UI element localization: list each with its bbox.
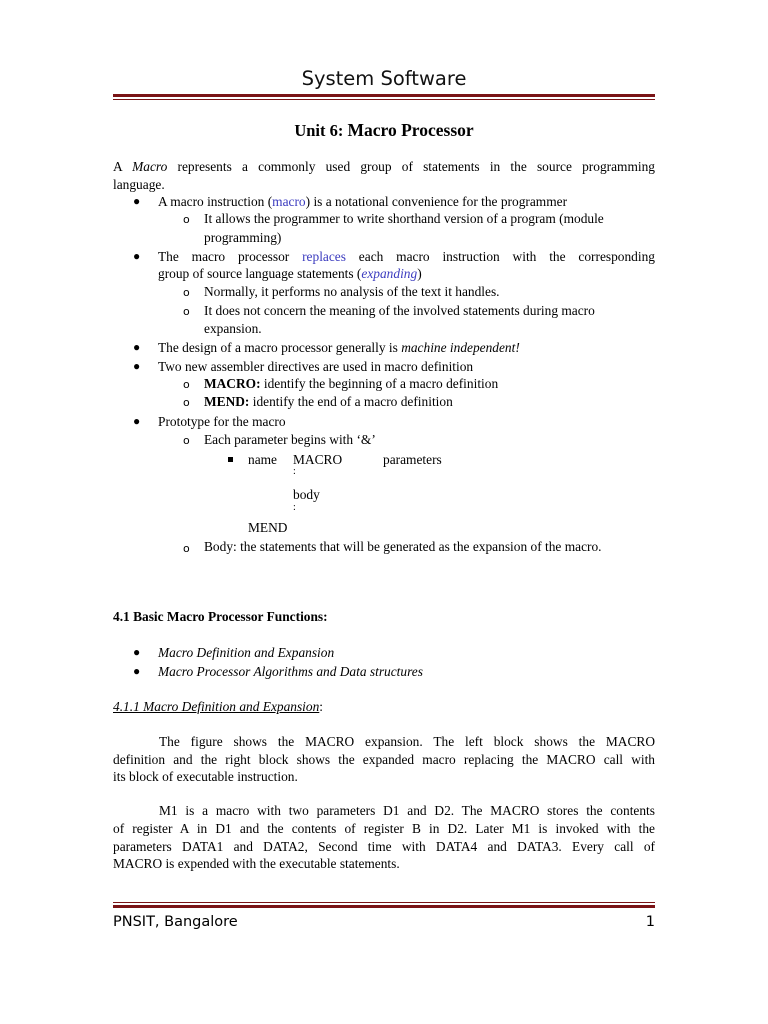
unit-title [0, 120, 768, 141]
b2-sub2-line1: It does not concern the meaning of the involved statements during macro [204, 303, 595, 318]
circle-bullet: o [183, 286, 190, 299]
mend-directive: MEND: [204, 394, 250, 409]
bullet-1-text [158, 194, 567, 210]
b2-line2-post: ) [417, 266, 422, 281]
header-rule-thin [113, 99, 655, 100]
bullet-dot: ● [133, 645, 141, 659]
b1-sub1-line2: programming) [204, 230, 282, 245]
circle-bullet: o [183, 396, 190, 409]
b4-sub2 [204, 394, 453, 410]
unit-prefix: Unit 6: [294, 121, 344, 140]
b2-expanding-keyword: expanding [361, 266, 418, 281]
para2-line1: M1 is a macro with two parameters D1 and D2. The MACRO stores the contents [159, 803, 655, 818]
proto-dots: : [293, 466, 296, 477]
sub-heading-text: 4.1.1 Macro Definition and Expansion [113, 699, 320, 714]
bullet-dot: ● [133, 249, 141, 263]
bullet-dot: ● [133, 664, 141, 678]
b5-sub1: Each parameter begins with ‘&’ [204, 432, 376, 447]
circle-bullet: o [183, 434, 190, 447]
para2-line2: of register A in D1 and the contents of register B in D2. Later M1 is invoked with the [113, 821, 655, 836]
bullet-dot: ● [133, 414, 141, 428]
proto-parameters: parameters [383, 452, 442, 467]
circle-bullet: o [183, 213, 190, 226]
page-number: 1 [645, 914, 655, 930]
footer-rule-thick [113, 905, 655, 908]
b4-s2-rest: identify the end of a macro definition [249, 394, 453, 409]
bullet-2-line2 [158, 266, 422, 282]
bullet-3-text [158, 340, 520, 356]
circle-bullet: o [183, 305, 190, 318]
square-bullet [228, 457, 233, 462]
bullet-5-text: Prototype for the macro [158, 414, 286, 429]
circle-bullet: o [183, 378, 190, 391]
b4-s1-rest: identify the beginning of a macro definition [260, 376, 499, 391]
para1-line1: The figure shows the MACRO expansion. The left block shows the MACRO [159, 734, 655, 749]
b1-pre: A macro instruction ( [158, 194, 273, 209]
bullet-dot: ● [133, 359, 141, 373]
macro-directive: MACRO: [204, 376, 261, 391]
b5-sub2: Body: the statements that will be generated as the expansion of the macro. [204, 539, 602, 554]
footer-rule-thin [113, 902, 655, 903]
intro-rest-1: represents a commonly used group of statements in the source programming [167, 159, 655, 174]
b2-replaces-keyword: replaces [302, 249, 346, 264]
circle-bullet: o [183, 542, 190, 555]
header-rule-thick [113, 94, 655, 97]
intro-line-2: language. [113, 177, 165, 192]
proto-mend: MEND [248, 520, 288, 535]
section-item-1: Macro Definition and Expansion [158, 645, 335, 660]
section-heading [113, 608, 655, 626]
bullet-dot: ● [133, 340, 141, 354]
b1-post: ) is a notational convenience for the programmer [305, 194, 568, 209]
bullet-dot: ● [133, 194, 141, 208]
para2-line3: parameters DATA1 and DATA2, Second time with DATA4 and DATA3. Every call of [113, 839, 655, 854]
proto-dots: : [293, 502, 296, 513]
sub-heading [113, 698, 655, 716]
intro-macro-term: Macro [132, 159, 168, 174]
unit-name: Macro Processor [347, 120, 474, 140]
b2-sub2-line2: expansion. [204, 321, 262, 336]
b1-sub1-line1: It allows the programmer to write shorthand version of a program (module [204, 211, 604, 226]
page-header-title: System Software [301, 67, 467, 90]
section-item-2: Macro Processor Algorithms and Data structures [158, 664, 423, 679]
b3-emphasis: machine independent! [401, 340, 520, 355]
section-heading-text: 4.1 Basic Macro Processor Functions: [113, 609, 328, 624]
b2-line2-pre: group of source language statements ( [158, 266, 362, 281]
para2-line4: MACRO is expended with the executable statements. [113, 856, 400, 871]
para1-line2: definition and the right block shows the expanded macro replacing the MACRO call with [113, 752, 655, 767]
b2-sub1: Normally, it performs no analysis of the text it handles. [204, 284, 500, 299]
intro-a: A [113, 159, 133, 174]
para1-line3: its block of executable instruction. [113, 769, 298, 784]
b3-pre: The design of a macro processor generally is [158, 340, 402, 355]
proto-macro: MACRO [293, 452, 343, 467]
proto-name: name [248, 452, 277, 467]
b4-sub1 [204, 376, 498, 392]
proto-body: body [293, 487, 320, 502]
b2-post: each macro instruction with the corresponding [345, 249, 655, 264]
bullet-4-text: Two new assembler directives are used in macro definition [158, 359, 474, 374]
b1-macro-keyword: macro [272, 194, 306, 209]
intro-line-1 [113, 158, 655, 176]
sub-heading-colon: : [319, 699, 324, 714]
footer-institution: PNSIT, Bangalore [113, 914, 238, 930]
bullet-2-line1 [158, 249, 655, 265]
b2-pre: The macro processor [158, 249, 303, 264]
